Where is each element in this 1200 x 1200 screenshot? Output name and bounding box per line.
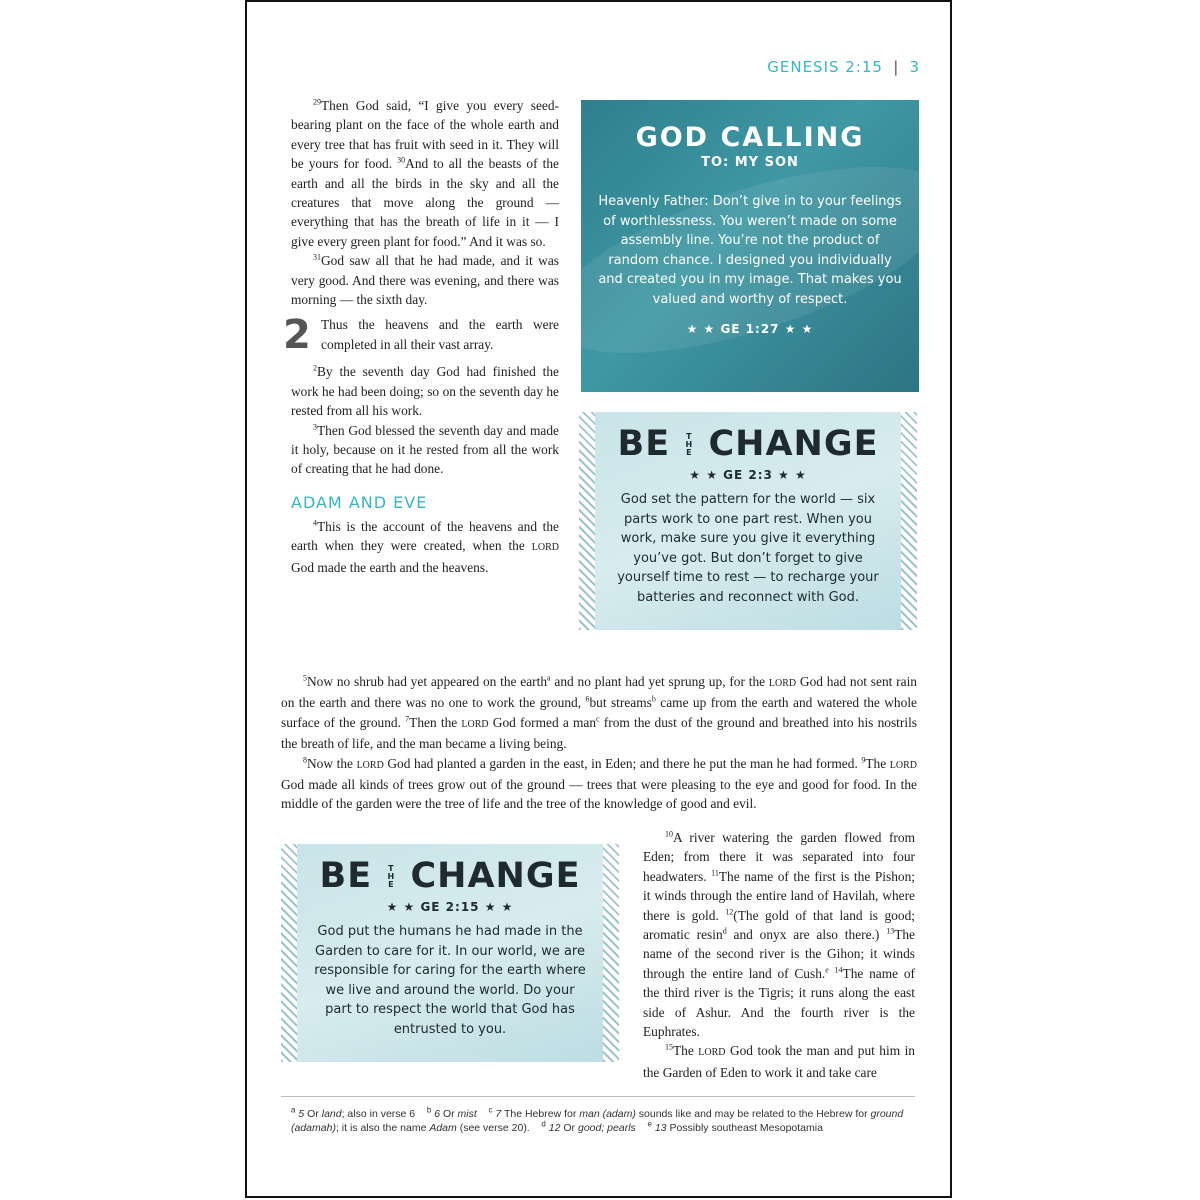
footnote-ref: 6 [434, 1108, 441, 1120]
verse-paragraph [291, 362, 559, 420]
footnote-text: Or [563, 1121, 578, 1134]
verse-text: The name of the third river is the Tigris; it runs along the east side of Ashur. And the fourth river is the Euphrates. [643, 965, 915, 1040]
verse-number: 15 [665, 1043, 673, 1052]
verse-number: 4 [313, 518, 317, 528]
verse-number: 8 [303, 755, 307, 765]
verse-paragraph [643, 828, 915, 1041]
verse-text: And to all the beasts of the earth and all the birds in the sky and all the creatures that move along the ground — everything that has the breath of life in it — I give every green plant for food.” And it was so. [291, 156, 559, 249]
verse-number: 31 [313, 252, 321, 262]
verse-number: 10 [665, 829, 673, 839]
footnote-marker[interactable]: b [651, 694, 656, 704]
verse-text: The name of the first is the Pishon; it winds through the entire land of Havilah, where there is gold. [643, 868, 916, 923]
footnote-marker[interactable]: d [722, 926, 727, 936]
footnote-letter: c [488, 1105, 493, 1115]
footnote-text: Or [442, 1108, 458, 1120]
verse-text: God formed a man [488, 714, 597, 730]
verse-text: The name of the second river is the Gihon; it winds through the entire land of Cush. [643, 927, 916, 981]
verse-text: and onyx are also there.) [726, 927, 887, 943]
verse-text: from the dust of the ground and breathed into his nostrils the breath of life, and the man became a living being. [281, 714, 917, 752]
verse-text: God took the man and put him in the Garden of Eden to work it and take care [643, 1043, 915, 1080]
verse-number: 2 [313, 363, 317, 373]
verse-text: God had planted a garden in the east, in Eden; and there he put the man he had formed. [383, 755, 862, 771]
page-number: 3 [909, 58, 920, 76]
callout-reference: ★ ★ GE 2:3 ★ ★ [689, 468, 807, 482]
callout-body: God put the humans he had made in the Garden to care for it. In our world, we are responsible for caring for the earth where we live and around the world. Do your part to respect the world that God has entrusted to you. [314, 924, 586, 1037]
chapter-start [283, 312, 559, 359]
verse-number: 29 [313, 97, 321, 107]
verse-text: and no plant had yet sprung up, for the [550, 674, 769, 689]
callout-title [595, 424, 901, 464]
verse-text: Now the [307, 755, 357, 771]
verse-text: Then the [409, 714, 462, 730]
verse-paragraph [281, 754, 917, 814]
verse-number: 12 [725, 907, 734, 917]
footnote-ref: 13 [654, 1121, 667, 1134]
footnote-text: The Hebrew for [503, 1108, 580, 1120]
footnote-text: Or [307, 1108, 322, 1120]
verse-text: (The gold of that land is good; aromatic resin [643, 907, 915, 943]
left-column [283, 96, 559, 577]
verse-text: God made all kinds of trees grow out of the ground — trees that were pleasing to the eye and good for food. In the middle of the garden were the tree of life and the tree of the knowledge of good and evil. [281, 777, 917, 812]
footnote-text: sounds like and may be related to the Hebrew for [635, 1108, 871, 1120]
title-change: CHANGE [708, 424, 879, 464]
section-heading: ADAM AND EVE [291, 492, 428, 512]
verse-text: By the seventh day God had finished the work he had been doing; so on the seventh day he rested from all his work. [291, 364, 559, 419]
footnote-text: ; also in verse 6 [341, 1108, 416, 1120]
lord-smallcaps: LORD [461, 718, 489, 730]
verse-text: came up from the earth and watered the whole surface of the ground. [281, 695, 917, 730]
verse-text: A river watering the garden flowed from Eden; from there it was separated into four headwaters. [643, 830, 915, 884]
bible-page [245, 0, 952, 1198]
verse-paragraph [291, 96, 559, 251]
footnote-letter: a [291, 1105, 296, 1115]
verse-paragraph [291, 315, 559, 354]
lord-smallcaps: LORD [768, 678, 797, 689]
footnote-italic: Adam [429, 1121, 457, 1134]
verse-text: The [673, 1043, 699, 1059]
footnote-letter: e [647, 1119, 652, 1128]
footnote-text: Possibly southeast Mesopotamia [669, 1121, 823, 1134]
lord-smallcaps: LORD [889, 759, 918, 771]
callout-panel [595, 412, 901, 630]
verse-text: God made the earth and the heavens. [291, 559, 489, 575]
verse-number: 30 [397, 155, 406, 165]
god-calling-callout [581, 100, 919, 392]
callout-title [297, 856, 603, 896]
be-the-change-callout-1 [579, 412, 917, 630]
title-the: THE [387, 864, 396, 889]
callout-panel [297, 844, 603, 1062]
title-be: BE [617, 424, 671, 464]
lord-smallcaps: LORD [698, 1047, 726, 1059]
verse-number: 11 [711, 868, 719, 878]
header-reference: GENESIS 2:15 [767, 58, 883, 76]
title-change: CHANGE [410, 856, 581, 896]
right-column [643, 828, 915, 1082]
verse-text: The [865, 755, 890, 771]
footnote-text: ; it is also the name [335, 1121, 430, 1134]
verse-paragraph [643, 1041, 915, 1082]
verse-text: Then God blessed the seventh day and made it holy, because on it he rested from all the work of creating that he had done. [291, 422, 559, 477]
verse-paragraph [291, 251, 559, 309]
chapter-number: 2 [283, 312, 311, 359]
be-the-change-callout-2 [281, 844, 619, 1062]
header-separator: | [892, 58, 900, 76]
verse-number: 6 [585, 694, 590, 704]
verse-number: 9 [861, 755, 866, 765]
footnote-letter: b [426, 1105, 432, 1115]
callout-subtitle: TO: MY SON [701, 155, 799, 170]
callout-body: Heavenly Father: Don’t give in to your feelings of worthlessness. You weren’t made on some assembly line. You’re not the product of random chance. I designed you individually and created you in my image. That makes you valued and worthy of respect. [598, 194, 902, 307]
verse-number: 5 [303, 673, 307, 683]
verse-text: but streams [589, 695, 652, 711]
callout-reference: ★ ★ GE 1:27 ★ ★ [686, 321, 814, 336]
footnote-ref: 7 [495, 1108, 502, 1120]
verse-paragraph [291, 421, 559, 479]
footnotes [291, 1105, 915, 1135]
callout-body: God set the pattern for the world — six parts work to one part rest. When you work, make sure you give it everything you’ve got. But don’t forget to give yourself time to rest — to recharge your batteries and reconnect with God. [617, 492, 879, 605]
footnote-ref: 12 [548, 1121, 561, 1134]
page-header [767, 58, 920, 76]
footnote-marker[interactable]: c [596, 714, 600, 724]
lord-smallcaps: LORD [356, 759, 384, 771]
verse-text: God saw all that he had made, and it was very good. And there was evening, and there was morning — the sixth day. [291, 253, 559, 308]
footnote-italic: mist [457, 1108, 477, 1120]
footnote-text: (see verse 20). [456, 1121, 530, 1134]
verse-text: This is the account of the heavens and the earth when they were created, when the [291, 518, 559, 554]
verse-number: 14 [834, 965, 843, 975]
footnote-letter: d [541, 1119, 546, 1128]
footnote-italic: man (adam) [579, 1108, 636, 1120]
full-width-text [281, 672, 917, 814]
title-the: THE [685, 432, 694, 457]
footnote-divider [281, 1096, 915, 1097]
verse-text: Thus the heavens and the earth were completed in all their vast array. [321, 317, 559, 352]
footnote-marker[interactable]: e [825, 965, 829, 975]
footnote-italic: ground (adamah) [291, 1108, 904, 1134]
footnote-italic: good; pearls [577, 1121, 636, 1134]
title-be: BE [319, 856, 373, 896]
verse-paragraph [291, 517, 559, 577]
verse-number: 3 [313, 422, 317, 432]
footnote-marker[interactable]: a [547, 673, 551, 683]
callout-title: GOD CALLING [635, 122, 865, 153]
verse-number: 7 [405, 714, 410, 724]
footnote-ref: 5 [298, 1108, 305, 1120]
callout-reference: ★ ★ GE 2:15 ★ ★ [386, 900, 514, 914]
footnote-italic: land [321, 1108, 342, 1120]
verse-text: Now no shrub had yet appeared on the earth [307, 674, 548, 689]
lord-smallcaps: LORD [531, 542, 559, 554]
verse-paragraph [281, 672, 917, 754]
verse-text: God had not sent rain on the earth and there was no one to work the ground, [281, 674, 917, 711]
verse-number: 13 [886, 926, 895, 936]
verse-text: Then God said, “I give you every seed-bearing plant on the face of the whole earth and every tree that has fruit with seed in it. They will be yours for food. [291, 98, 559, 172]
